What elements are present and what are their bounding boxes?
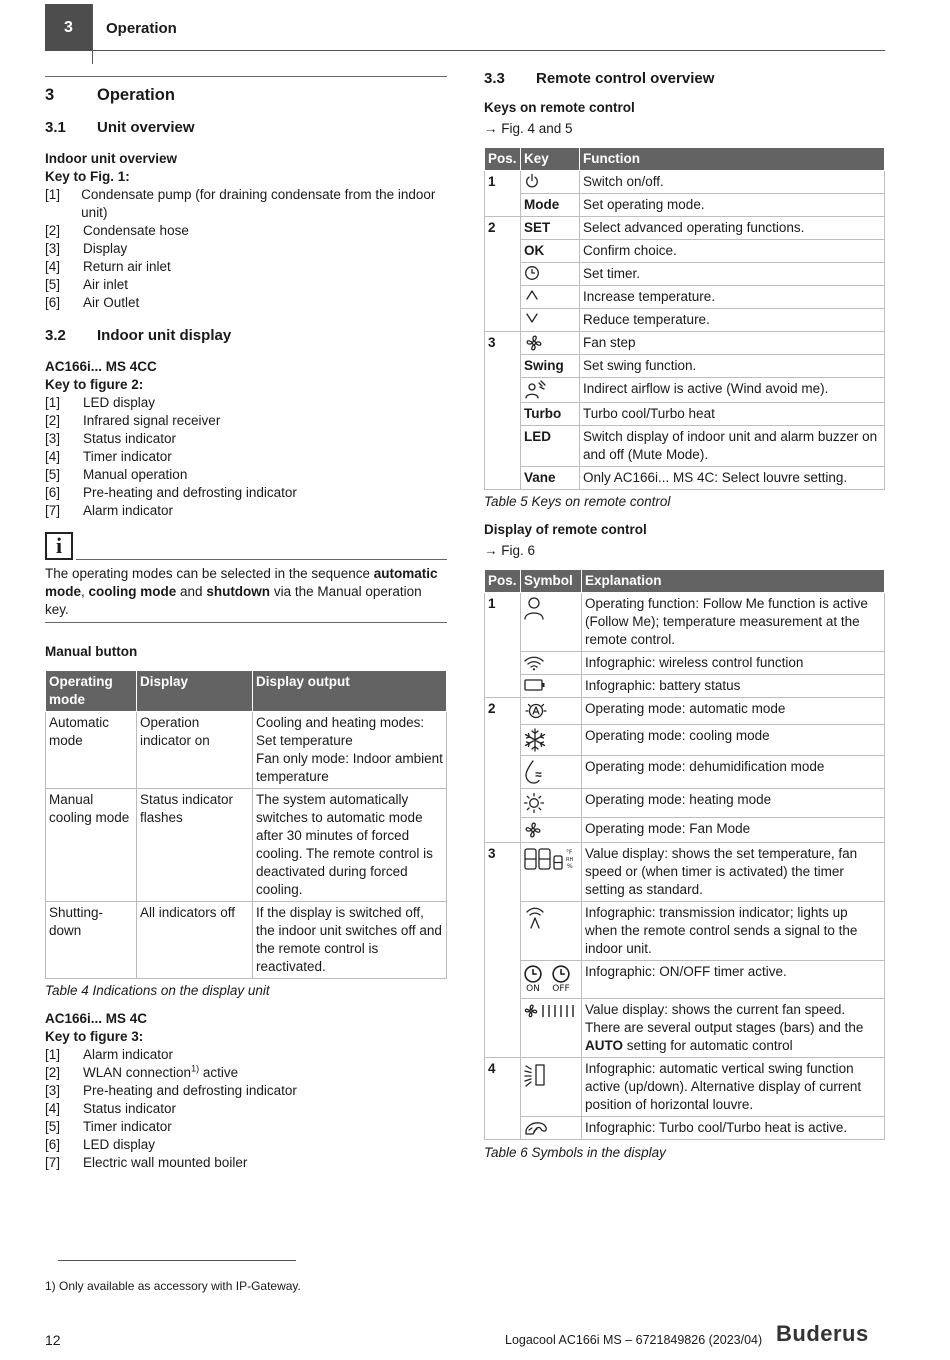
explanation-cell: Infographic: battery status	[582, 675, 885, 698]
table-row	[485, 789, 885, 818]
function-cell: Fan step	[580, 332, 885, 355]
section-heading-3-1: 3.1 Unit overview	[45, 119, 195, 136]
table-row	[485, 403, 885, 426]
table-row	[485, 286, 885, 309]
fig2-key-item	[45, 430, 447, 448]
pos-cell: 3	[485, 843, 521, 1058]
symbol-cell	[521, 698, 582, 725]
table-row	[485, 698, 885, 725]
power-icon	[524, 173, 576, 189]
table-row	[485, 1117, 885, 1140]
symbol-cell	[521, 961, 582, 999]
timer-on-off-icon	[523, 964, 579, 995]
fig1-key-list	[45, 186, 447, 312]
table-row	[485, 217, 885, 240]
wireless-icon	[523, 655, 579, 671]
pos-cell: 1	[485, 593, 521, 698]
table-cell: Operation indicator on	[137, 712, 253, 789]
function-cell: Switch display of indoor unit and alarm buzzer on and off (Mute Mode).	[580, 426, 885, 467]
info-note-text: The operating modes can be selected in the sequence automatic mode, cooling mode and shutdown via the Manual operation key.	[45, 565, 447, 623]
svg-text:RH: RH	[566, 857, 574, 863]
fan-icon	[524, 334, 576, 352]
buderus-logo: Buderus	[776, 1321, 869, 1346]
fig1-key-item	[45, 186, 447, 222]
list-key: [3]	[45, 241, 61, 256]
fig2-key-item	[45, 394, 447, 412]
list-text: Status indicator	[83, 431, 177, 446]
chapter-title: Operation	[106, 20, 177, 37]
symbol-cell	[521, 902, 582, 961]
function-cell: Only AC166i... MS 4C: Select louvre setting.	[580, 467, 885, 490]
fig1-key-item	[45, 276, 447, 294]
table-row	[485, 426, 885, 467]
info-note-header	[45, 532, 447, 560]
fig1-key-item	[45, 240, 447, 258]
symbol-cell	[521, 593, 582, 652]
table-row	[485, 332, 885, 355]
list-text: Air Outlet	[83, 295, 140, 310]
segment-display-icon	[523, 846, 579, 872]
clock-icon	[523, 964, 543, 984]
section-heading-3: 3 Operation	[45, 86, 175, 104]
table-cell: Manual cooling mode	[46, 789, 137, 902]
explanation-cell: Operating mode: automatic mode	[582, 698, 885, 725]
fig2-key-item	[45, 502, 447, 520]
document-reference: Logacool AC166i MS – 6721849826 (2023/04)	[505, 1333, 763, 1347]
list-key: [5]	[45, 467, 61, 482]
footnote-ref: 1)	[191, 1063, 200, 1074]
key-cell: SET	[521, 217, 580, 240]
fig1-key-item	[45, 294, 447, 312]
explanation-cell: Value display: shows the current fan speed. There are several output stages (bars) and the AUTO setting for automatic control	[582, 999, 885, 1058]
clock-icon	[551, 964, 571, 984]
table4-header-operating-mode: Operating mode	[46, 671, 137, 712]
list-text: Manual operation	[83, 467, 188, 482]
list-key: [6]	[45, 1137, 61, 1152]
explanation-cell: Value display: shows the set temperature, fan speed or (when timer is activated) the timer setting as standard.	[582, 843, 885, 902]
key-fig3-title: Key to figure 3:	[45, 1029, 144, 1044]
list-key: [7]	[45, 1155, 61, 1170]
header-rule	[92, 50, 885, 51]
fan-speed-bars-icon	[523, 1002, 579, 1020]
list-key: [1]	[45, 1047, 61, 1062]
timer-on-label: ON	[526, 984, 540, 994]
battery-icon	[523, 678, 579, 692]
explanation-cell: Infographic: wireless control function	[582, 652, 885, 675]
key-cell: OK	[521, 240, 580, 263]
key-cell: LED	[521, 426, 580, 467]
manual-button-title: Manual button	[45, 644, 138, 659]
list-text: Display	[83, 241, 128, 256]
pos-cell: 2	[485, 698, 521, 843]
table-row	[46, 789, 447, 902]
function-cell: Set timer.	[580, 263, 885, 286]
chevron-up-icon	[524, 288, 576, 302]
note-top-rule	[76, 559, 447, 560]
person-icon	[523, 596, 579, 620]
list-text: Alarm indicator	[83, 1047, 174, 1062]
key-fig1-title: Key to Fig. 1:	[45, 169, 130, 184]
function-cell: Indirect airflow is active (Wind avoid me).	[580, 378, 885, 403]
pos-cell: 4	[485, 1058, 521, 1140]
table-row	[485, 843, 885, 902]
key-cell	[521, 263, 580, 286]
fig2-key-item	[45, 412, 447, 430]
fig2-key-item	[45, 484, 447, 502]
table5-header-key: Key	[521, 148, 580, 171]
fig3-key-item	[45, 1100, 447, 1118]
symbol-cell	[521, 675, 582, 698]
list-text: Pre-heating and defrosting indicator	[83, 1083, 297, 1098]
key-fig2-title: Key to figure 2:	[45, 377, 144, 392]
table-row	[485, 756, 885, 789]
svg-text:°F: °F	[566, 849, 573, 856]
table-row	[485, 725, 885, 756]
list-text: LED display	[83, 1137, 156, 1152]
list-key: [6]	[45, 485, 61, 500]
chevron-down-icon	[524, 311, 576, 325]
fig2-key-list	[45, 394, 447, 520]
table5-header-function: Function	[580, 148, 885, 171]
function-cell: Set operating mode.	[580, 194, 885, 217]
section-rule	[45, 76, 447, 77]
list-text: Timer indicator	[83, 1119, 172, 1134]
list-text: LED display	[83, 395, 156, 410]
list-key: [5]	[45, 277, 61, 292]
table-row	[485, 593, 885, 652]
table5-header-pos: Pos.	[485, 148, 521, 171]
footnote: 1) Only available as accessory with IP-Gateway.	[45, 1279, 301, 1293]
table-cell: All indicators off	[137, 902, 253, 979]
fig3-key-item	[45, 1154, 447, 1172]
explanation-cell: Infographic: automatic vertical swing function active (up/down). Alternative display of current position of horizontal louvre.	[582, 1058, 885, 1117]
list-text: Air inlet	[83, 277, 129, 292]
sun-icon	[523, 792, 579, 814]
table-row	[485, 1058, 885, 1117]
table6-header-pos: Pos.	[485, 570, 521, 593]
snowflake-icon	[523, 728, 579, 752]
table-row	[485, 902, 885, 961]
timer-off-label: OFF	[552, 984, 570, 994]
symbol-cell	[521, 999, 582, 1058]
table-cell: If the display is switched off, the indoor unit switches off and the remote control is reactivated.	[253, 902, 447, 979]
explanation-cell: Operating mode: heating mode	[582, 789, 885, 818]
key-cell	[521, 286, 580, 309]
table-row	[46, 712, 447, 789]
section-heading-3-3: 3.3 Remote control overview	[484, 70, 715, 87]
footnote-rule	[58, 1260, 296, 1261]
function-cell: Select advanced operating functions.	[580, 217, 885, 240]
key-cell	[521, 171, 580, 194]
list-text: Pre-heating and defrosting indicator	[83, 485, 297, 500]
list-key: [4]	[45, 449, 61, 464]
key-cell: Turbo	[521, 403, 580, 426]
list-key: [1]	[45, 395, 61, 410]
list-key: [4]	[45, 259, 61, 274]
table-cell: Status indicator flashes	[137, 789, 253, 902]
key-cell	[521, 309, 580, 332]
fig2-key-item	[45, 466, 447, 484]
timer-off-indicator	[551, 964, 571, 995]
svg-text:%: %	[567, 863, 573, 870]
table-row	[485, 309, 885, 332]
table-row	[485, 818, 885, 843]
table-cell: Cooling and heating modes: Set temperature Fan only mode: Indoor ambient temperature	[253, 712, 447, 789]
list-text: Infrared signal receiver	[83, 413, 221, 428]
table6-header-explanation: Explanation	[582, 570, 885, 593]
list-text: Return air inlet	[83, 259, 171, 274]
list-key: [4]	[45, 1101, 61, 1116]
explanation-cell: Operating mode: cooling mode	[582, 725, 885, 756]
fig1-key-item	[45, 222, 447, 240]
fig2-key-item	[45, 448, 447, 466]
list-text: WLAN connection$^{1)}$ active	[83, 1063, 239, 1080]
list-key: [2]	[45, 223, 61, 238]
table-row	[485, 194, 885, 217]
table-row	[485, 171, 885, 194]
pos-cell: 1	[485, 171, 521, 217]
symbol-cell	[521, 818, 582, 843]
table4-caption: Table 4 Indications on the display unit	[45, 983, 270, 998]
list-key: [1]	[45, 187, 61, 202]
explanation-cell: Infographic: Turbo cool/Turbo heat is active.	[582, 1117, 885, 1140]
symbol-cell	[521, 652, 582, 675]
list-key: [3]	[45, 1083, 61, 1098]
display-title: Display of remote control	[484, 522, 647, 537]
pos-cell: 2	[485, 217, 521, 332]
symbol-cell	[521, 725, 582, 756]
list-text: Electric wall mounted boiler	[83, 1155, 248, 1170]
key-cell: Mode	[521, 194, 580, 217]
model-4cc-title: AC166i... MS 4CC	[45, 359, 157, 374]
fig3-key-item	[45, 1136, 447, 1154]
table-row	[485, 378, 885, 403]
left-column	[45, 76, 447, 1172]
chapter-number-tab	[45, 4, 92, 51]
function-cell: Turbo cool/Turbo heat	[580, 403, 885, 426]
table-row	[485, 961, 885, 999]
list-text: Alarm indicator	[83, 503, 174, 518]
function-cell: Reduce temperature.	[580, 309, 885, 332]
timer-on-indicator	[523, 964, 543, 995]
table-row	[485, 675, 885, 698]
function-cell: Increase temperature.	[580, 286, 885, 309]
explanation-cell: Operating mode: dehumidification mode	[582, 756, 885, 789]
auto-keyword: AUTO	[585, 1038, 624, 1053]
droplet-icon	[523, 759, 579, 785]
fig3-key-item	[45, 1082, 447, 1100]
list-key: [3]	[45, 431, 61, 446]
function-cell: Switch on/off.	[580, 171, 885, 194]
right-column	[484, 70, 885, 1162]
keys-figure-ref: → Fig. 4 and 5	[484, 121, 573, 136]
table-cell: Shutting-down	[46, 902, 137, 979]
symbol-cell	[521, 843, 582, 902]
function-cell: Set swing function.	[580, 355, 885, 378]
symbol-cell	[521, 1058, 582, 1117]
table-row	[46, 902, 447, 979]
fig3-key-list	[45, 1046, 447, 1172]
chapter-number: 3	[64, 18, 73, 36]
display-figure-ref: → Fig. 6	[484, 543, 536, 558]
table-row	[485, 263, 885, 286]
table-row	[485, 355, 885, 378]
symbol-cell	[521, 756, 582, 789]
display-indications-table	[45, 670, 447, 979]
fig3-key-item	[45, 1118, 447, 1136]
model-4c-title: AC166i... MS 4C	[45, 1011, 148, 1026]
remote-keys-table	[484, 147, 885, 490]
list-text: Status indicator	[83, 1101, 177, 1116]
table-row	[485, 999, 885, 1058]
symbol-cell	[521, 789, 582, 818]
display-symbols-table	[484, 569, 885, 1140]
fan-icon	[523, 821, 579, 839]
key-cell: Swing	[521, 355, 580, 378]
page-number: 12	[45, 1332, 61, 1348]
fig3-key-item	[45, 1064, 447, 1082]
explanation-cell: Infographic: ON/OFF timer active.	[582, 961, 885, 999]
list-text: Condensate pump (for draining condensate from the indoor unit)	[81, 187, 436, 220]
explanation-cell: Operating mode: Fan Mode	[582, 818, 885, 843]
info-icon: i	[45, 532, 73, 560]
table-row	[485, 240, 885, 263]
header-divider	[92, 4, 93, 64]
auto-mode-icon	[523, 701, 579, 721]
table-row	[485, 467, 885, 490]
list-text: Condensate hose	[83, 223, 189, 238]
table6-header-symbol: Symbol	[521, 570, 582, 593]
explanation-cell: Operating function: Follow Me function is active (Follow Me); temperature measurement at the remote control.	[582, 593, 885, 652]
list-key: [6]	[45, 295, 61, 310]
section-heading-3-2: 3.2 Indoor unit display	[45, 327, 232, 344]
transmission-icon	[523, 905, 579, 931]
table5-caption: Table 5 Keys on remote control	[484, 494, 671, 509]
explanation-cell: Infographic: transmission indicator; lights up when the remote control sends a signal to the indoor unit.	[582, 902, 885, 961]
function-cell: Confirm choice.	[580, 240, 885, 263]
table4-header-display-output: Display output	[253, 671, 447, 712]
table-cell: The system automatically switches to automatic mode after 30 minutes of forced cooling. The remote control is deactivated during forced cooling.	[253, 789, 447, 902]
indoor-overview-title: Indoor unit overview	[45, 151, 178, 166]
wind-avoid-icon	[524, 380, 576, 400]
fig3-key-item	[45, 1046, 447, 1064]
table6-caption: Table 6 Symbols in the display	[484, 1145, 666, 1160]
table-cell: Automatic mode	[46, 712, 137, 789]
fig1-key-item	[45, 258, 447, 276]
table-row	[485, 652, 885, 675]
list-key: [2]	[45, 413, 61, 428]
symbol-cell	[521, 1117, 582, 1140]
keys-title: Keys on remote control	[484, 100, 635, 115]
list-text: Timer indicator	[83, 449, 172, 464]
pos-cell: 3	[485, 332, 521, 490]
key-cell	[521, 378, 580, 403]
clock-icon	[524, 265, 576, 281]
turbo-icon	[523, 1120, 579, 1136]
list-key: [2]	[45, 1065, 61, 1080]
key-cell	[521, 332, 580, 355]
list-key: [5]	[45, 1119, 61, 1134]
swing-icon	[523, 1061, 579, 1089]
list-key: [7]	[45, 503, 61, 518]
key-cell: Vane	[521, 467, 580, 490]
table4-header-display: Display	[137, 671, 253, 712]
